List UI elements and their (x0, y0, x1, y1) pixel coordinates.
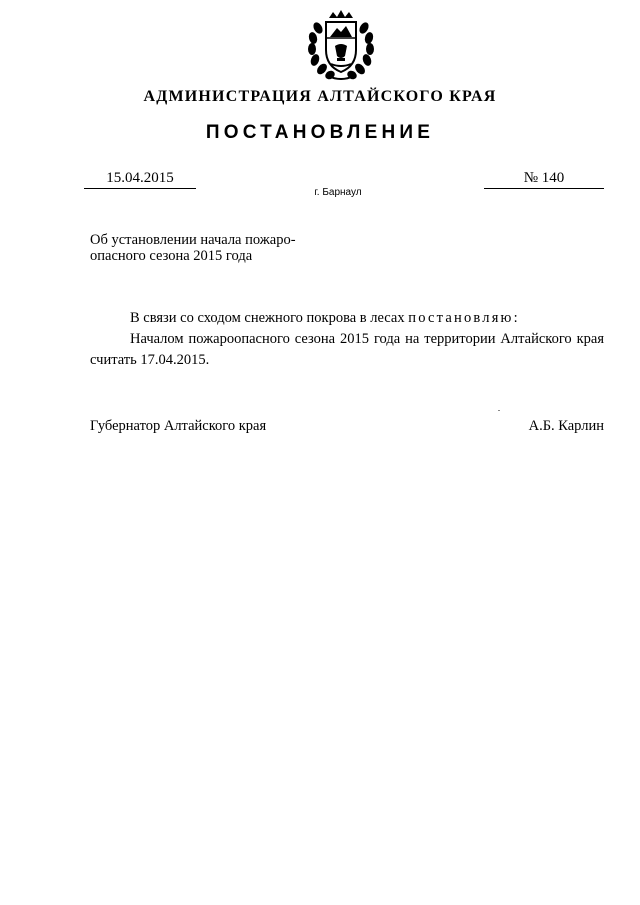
signer-name: А.Б. Карлин (528, 418, 604, 434)
document-body (90, 308, 604, 371)
issuing-authority: АДМИНИСТРАЦИЯ АЛТАЙСКОГО КРАЯ (143, 88, 497, 105)
document-type-title: ПОСТАНОВЛЕНИЕ (205, 122, 435, 143)
resolution-keyword: постановляю: (408, 310, 520, 326)
body-paragraph-1 (90, 308, 604, 329)
coat-of-arms-emblem (302, 8, 380, 82)
scan-artifact-mark (498, 410, 500, 411)
body-paragraph-1-text: В связи со сходом снежного покрова в лесах (130, 310, 409, 326)
document-city: г. Барнаул (314, 187, 362, 198)
document-date: 15.04.2015 (84, 170, 196, 189)
document-subject (90, 232, 330, 264)
subject-line-2: опасного сезона 2015 года (90, 248, 253, 264)
body-paragraph-2: Началом пожароопасного сезона 2015 года на территории Алтайского края считать 17.04.2015. (90, 331, 604, 368)
signer-position: Губернатор Алтайского края (90, 418, 267, 434)
document-number: № 140 (484, 170, 604, 189)
altai-krai-coat-of-arms-icon (302, 8, 380, 82)
subject-line-1: Об установлении начала пожаро- (90, 232, 296, 248)
